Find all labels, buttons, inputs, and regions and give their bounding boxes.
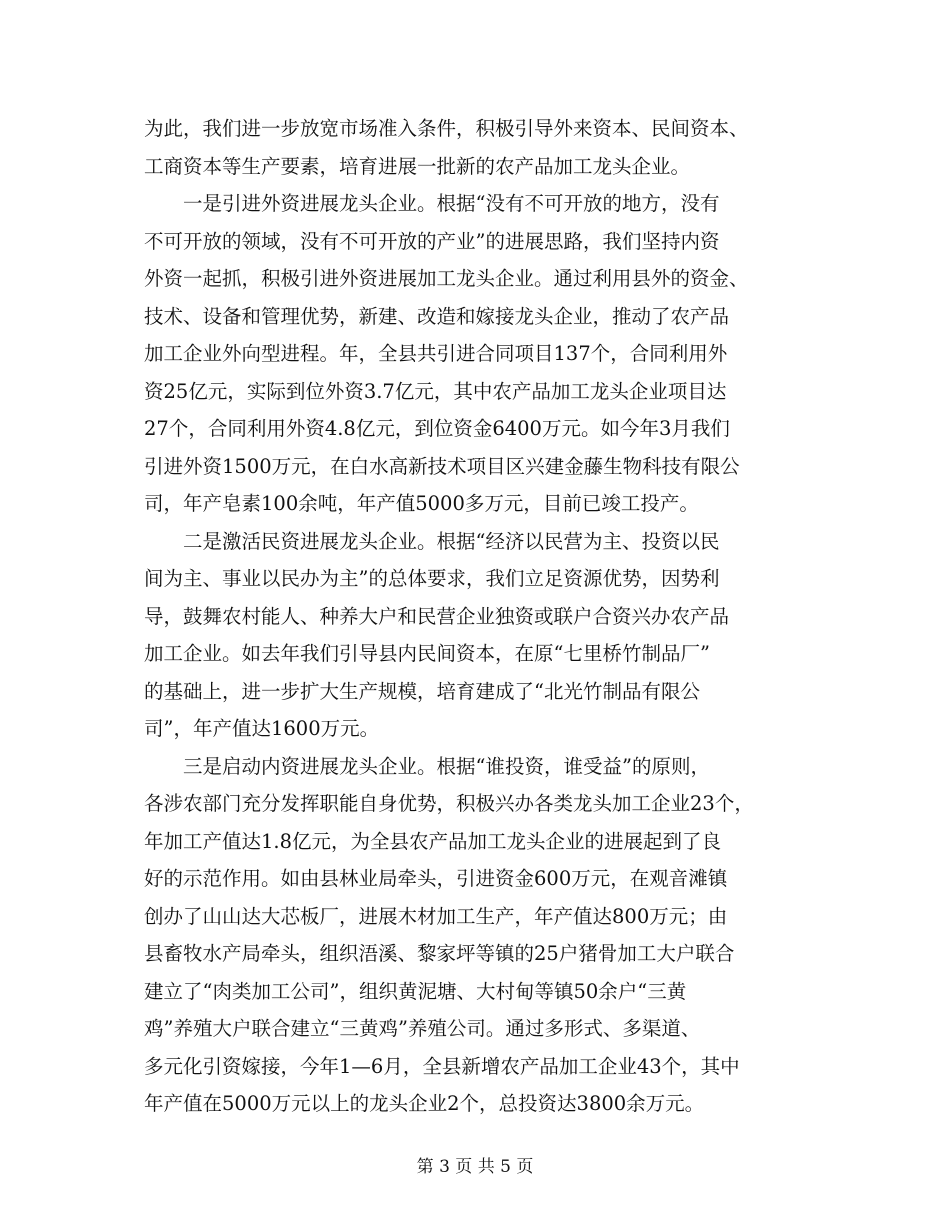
- text-line: 引进外资1500万元，在白水高新技术项目区兴建金藤生物科技有限公: [144, 454, 740, 478]
- text-line: 不可开放的领域，没有不可开放的产业”的进展思路，我们坚持内资: [144, 229, 720, 253]
- document-body: [144, 110, 824, 1123]
- text-line: 创办了山山达大芯板厂，进展木材加工生产，年产值达800万元；由: [144, 904, 728, 928]
- text-line: 技术、设备和管理优势，新建、改造和嫁接龙头企业，推动了农产品: [144, 304, 730, 328]
- text-line: 司”，年产值达1600万元。: [144, 717, 380, 740]
- text-line: 县畜牧水产局牵头，组织浯溪、黎家坪等镇的25户猪骨加工大户联合: [144, 942, 735, 965]
- text-line: 建立了“肉类加工公司”，组织黄泥塘、大村甸等镇50余户“三黄: [144, 979, 687, 1003]
- text-line: 司，年产皂素100余吨，年产值5000多万元，目前已竣工投产。: [144, 492, 699, 515]
- text-line: 好的示范作用。如由县林业局牵头，引进资金600万元，在观音滩镇: [144, 867, 728, 890]
- text-line: 工商资本等生产要素，培育进展一批新的农产品加工龙头企业。: [144, 154, 691, 178]
- text-line: 资25亿元，实际到位外资3.7亿元，其中农产品加工龙头企业项目达: [144, 379, 727, 403]
- text-line: 导，鼓舞农村能人、种养大户和民营企业独资或联户合资兴办农产品: [144, 604, 730, 628]
- text-line: 鸡”养殖大户联合建立“三黄鸡”养殖公司。通过多形式、多渠道、: [144, 1017, 701, 1040]
- text-line: 外资一起抓，积极引进外资进展加工龙头企业。通过利用县外的资金、: [144, 267, 749, 290]
- text-line: 间为主、事业以民办为主”的总体要求，我们立足资源优势，因势利: [144, 567, 720, 590]
- text-line: 的基础上，进一步扩大生产规模，培育建成了“北光竹制品有限公: [144, 679, 700, 703]
- text-line: 多元化引资嫁接，今年1—6月，全县新增农产品加工企业43个，其中: [144, 1054, 740, 1078]
- text-line: 加工企业。如去年我们引导县内民间资本，在原“七里桥竹制品厂”: [144, 642, 710, 665]
- text-line: 为此，我们进一步放宽市场准入条件，积极引导外来资本、民间资本、: [144, 117, 749, 140]
- text-line: 各涉农部门充分发挥职能自身优势，积极兴办各类龙头加工企业23个，: [144, 792, 754, 815]
- text-line: 二是激活民资进展龙头企业。根据“经济以民营为主、投资以民: [183, 529, 720, 553]
- text-line: 一是引进外资进展龙头企业。根据“没有不可开放的地方，没有: [183, 192, 720, 215]
- text-line: 加工企业外向型进程。年，全县共引进合同项目137个，合同利用外: [144, 342, 728, 365]
- text-line: 年产值在5000万元以上的龙头企业2个，总投资达3800余万元。: [144, 1092, 705, 1115]
- text-line: 年加工产值达1.8亿元，为全县农产品加工龙头企业的进展起到了良: [144, 829, 722, 853]
- page-number-footer: 第 3 页 共 5 页: [416, 1157, 534, 1177]
- text-line: 三是启动内资进展龙头企业。根据“谁投资，谁受益”的原则，: [183, 754, 710, 778]
- text-line: 27个，合同利用外资4.8亿元，到位资金6400万元。如今年3月我们: [144, 417, 730, 440]
